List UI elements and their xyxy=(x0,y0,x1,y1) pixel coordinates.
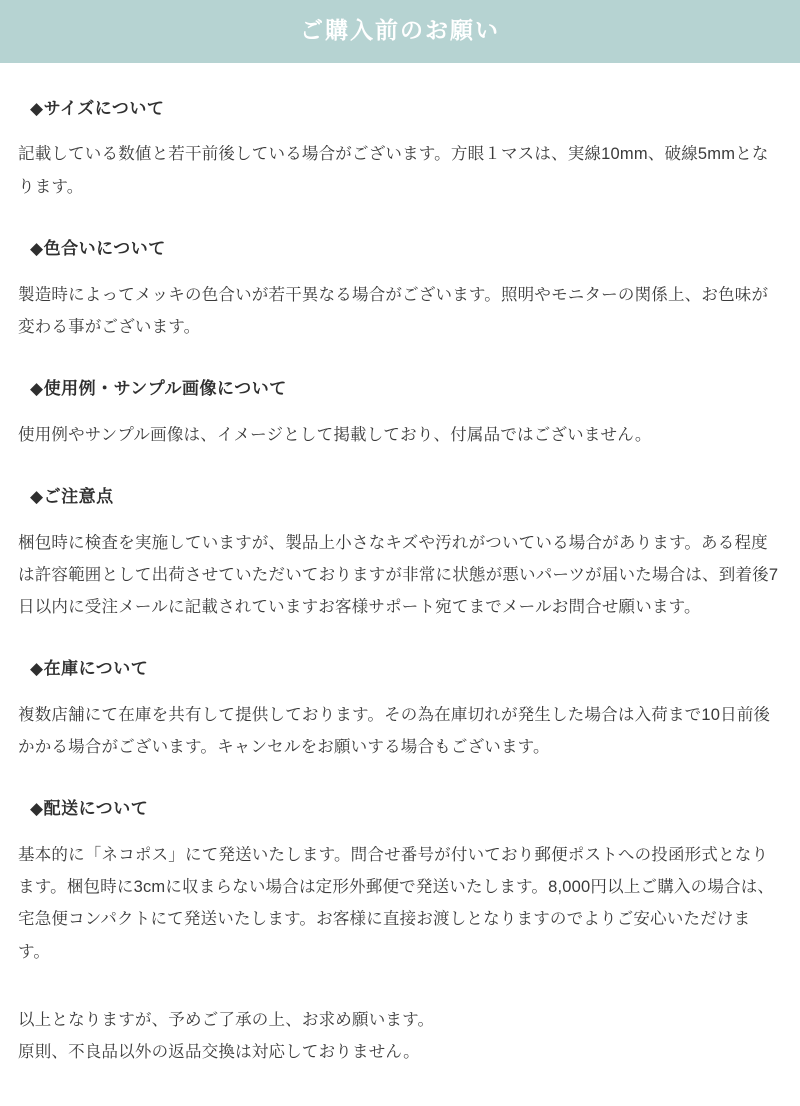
closing-line-1: 以上となりますが、予めご了承の上、お求め願います。 xyxy=(18,1010,435,1029)
section-heading-stock: ◆在庫について xyxy=(30,659,149,679)
section-body-stock: 複数店舗にて在庫を共有して提供しております。その為在庫切れが発生した場合は入荷まで10日前後かかる場合がございます。キャンセルをお願いする場合もございます。 xyxy=(18,705,771,757)
section-shipping xyxy=(18,797,782,967)
page-title-banner xyxy=(0,0,800,63)
section-body-color: 製造時によってメッキの色合いが若干異なる場合がございます。照明やモニターの関係上、お色味が変わる事がございます。 xyxy=(18,285,769,336)
section-body-cautions: 梱包時に検査を実施していますが、製品上小さなキズや汚れがついている場合があります。ある程度は許容範囲として出荷させていただいておりますが非常に状態が悪いパーツが届いた場合は、到着後7日以内に受注メールに記載されていますお客様サポート宛てまでメールお問合せ願います。 xyxy=(18,533,779,616)
section-body-size: 記載している数値と若干前後している場合がございます。方眼１マスは、実線10mm、破線5mmとなります。 xyxy=(18,145,769,196)
notice-content xyxy=(0,97,800,1079)
section-cautions xyxy=(18,485,782,623)
section-body-sample-images: 使用例やサンプル画像は、イメージとして掲載しており、付属品ではございません。 xyxy=(18,425,652,444)
closing-line-2: 原則、不良品以外の返品交換は対応しておりません。 xyxy=(18,1042,420,1061)
section-heading-size: ◆サイズについて xyxy=(30,98,165,118)
section-heading-cautions: ◆ご注意点 xyxy=(30,486,114,506)
section-heading-color: ◆色合いについて xyxy=(30,238,166,258)
section-heading-sample-images: ◆使用例・サンプル画像について xyxy=(30,378,287,398)
closing-note xyxy=(18,1004,782,1068)
section-stock xyxy=(18,657,782,763)
section-color xyxy=(18,237,782,343)
section-heading-shipping: ◆配送について xyxy=(30,799,149,819)
section-sample-images xyxy=(18,377,782,451)
section-body-shipping: 基本的に「ネコポス」にて発送いたします。問合せ番号が付いており郵便ポストへの投函形式となります。梱包時に3cmに収まらない場合は定形外郵便で発送いたします。8,000円以上ご購入の場合は、宅急便コンパクトにて発送いたします。お客様に直接お渡しとなりますのでよりご安心いただけます。 xyxy=(18,846,775,961)
page-title: ご購入前のお願い xyxy=(300,17,500,43)
section-size xyxy=(18,97,782,203)
